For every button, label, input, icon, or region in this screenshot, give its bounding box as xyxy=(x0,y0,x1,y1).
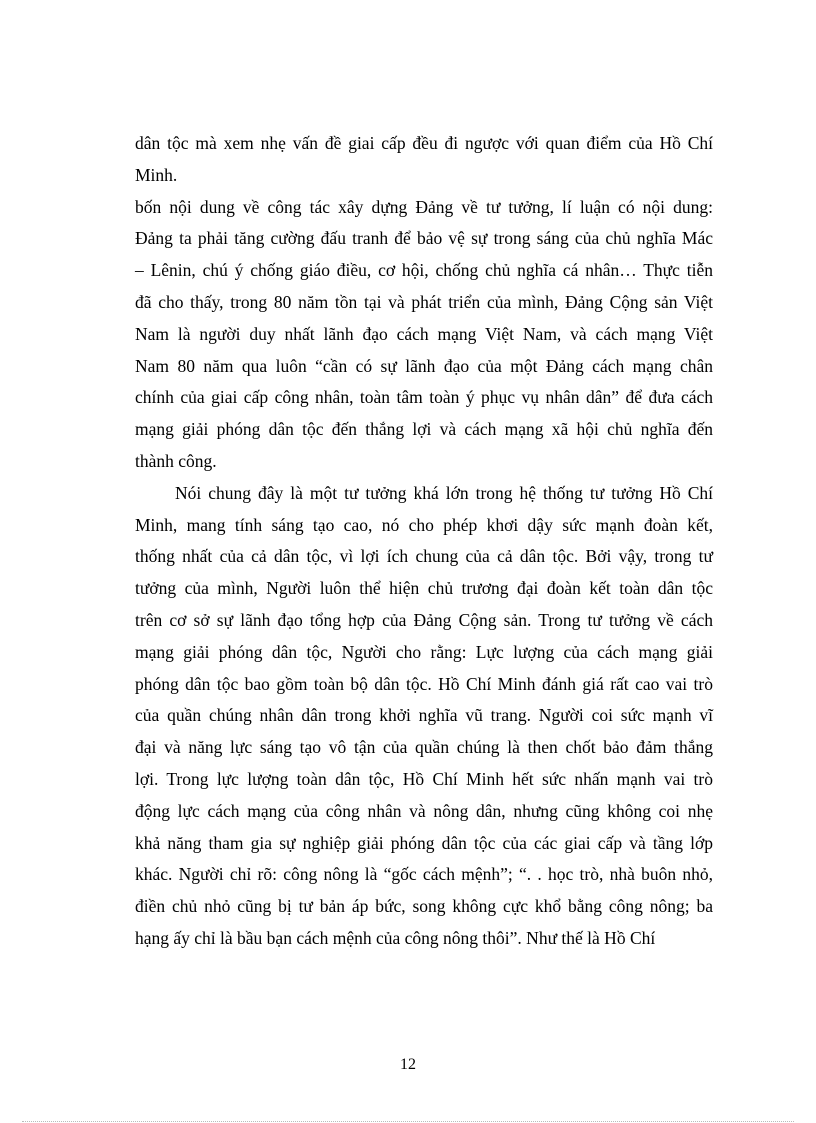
text-line: đại và năng lực sáng tạo vô tận của quần chúng là then chốt bảo đảm thắng xyxy=(135,737,713,758)
text-line: động lực cách mạng của công nhân và nông dân, nhưng cũng không coi nhẹ xyxy=(135,800,713,821)
body-text xyxy=(135,128,713,955)
page-bottom-divider xyxy=(22,1121,794,1122)
text-line: – Lênin, chú ý chống giáo điều, cơ hội, chống chủ nghĩa cá nhân… Thực tiễn xyxy=(135,260,713,281)
text-line: khác. Người chỉ rõ: công nông là “gốc cách mệnh”; “. . học trò, nhà buôn nhỏ, xyxy=(135,864,713,885)
text-line: của quần chúng nhân dân trong khởi nghĩa vũ trang. Người coi sức mạnh vĩ xyxy=(135,705,713,726)
text-line: thống nhất của cả dân tộc, vì lợi ích chung của cả dân tộc. Bởi vậy, trong tư xyxy=(135,546,713,567)
text-line: khả năng tham gia sự nghiệp giải phóng dân tộc của các giai cấp và tầng lớp xyxy=(135,832,713,853)
text-line: tưởng của mình, Người luôn thể hiện chủ trương đại đoàn kết toàn dân tộc xyxy=(135,578,713,599)
text-line: mạng giải phóng dân tộc, Người cho rằng: Lực lượng của cách mạng giải xyxy=(135,641,713,662)
text-line: lợi. Trong lực lượng toàn dân tộc, Hồ Chí Minh hết sức nhấn mạnh vai trò xyxy=(135,768,713,789)
text-line: Nam 80 năm qua luôn “cần có sự lãnh đạo của một Đảng cách mạng chân xyxy=(135,355,713,376)
text-line: thành công. xyxy=(135,450,217,471)
text-line: Nam là người duy nhất lãnh đạo cách mạng Việt Nam, và cách mạng Việt xyxy=(135,323,713,344)
text-line: Minh. xyxy=(135,164,178,185)
text-line: Nói chung đây là một tư tưởng khá lớn trong hệ thống tư tưởng Hồ Chí xyxy=(175,482,713,503)
text-line: đã cho thấy, trong 80 năm tồn tại và phát triển của mình, Đảng Cộng sản Việt xyxy=(135,291,713,312)
text-line: mạng giải phóng dân tộc đến thắng lợi và cách mạng xã hội chủ nghĩa đến xyxy=(135,419,713,440)
text-line: bốn nội dung về công tác xây dựng Đảng về tư tưởng, lí luận có nội dung: xyxy=(135,196,713,217)
page-number: 12 xyxy=(400,1056,416,1073)
text-line: Đảng ta phải tăng cường đấu tranh để bảo vệ sự trong sáng của chủ nghĩa Mác xyxy=(135,228,713,249)
text-line: trên cơ sở sự lãnh đạo tổng hợp của Đảng Cộng sản. Trong tư tưởng về cách xyxy=(135,609,713,630)
text-line: chính của giai cấp công nhân, toàn tâm toàn ý phục vụ nhân dân” để đưa cách xyxy=(135,387,713,408)
text-line: phóng dân tộc bao gồm toàn bộ dân tộc. Hồ Chí Minh đánh giá rất cao vai trò xyxy=(135,673,713,694)
text-line: Minh, mang tính sáng tạo cao, nó cho phép khơi dậy sức mạnh đoàn kết, xyxy=(135,514,713,535)
text-line: hạng ấy chỉ là bầu bạn cách mệnh của công nông thôi”. Như thế là Hồ Chí xyxy=(135,927,656,948)
text-line: dân tộc mà xem nhẹ vấn đề giai cấp đều đi ngược với quan điểm của Hồ Chí xyxy=(135,133,713,153)
text-line: điền chủ nhỏ cũng bị tư bản áp bức, song không cực khổ bằng công nông; ba xyxy=(135,896,713,917)
